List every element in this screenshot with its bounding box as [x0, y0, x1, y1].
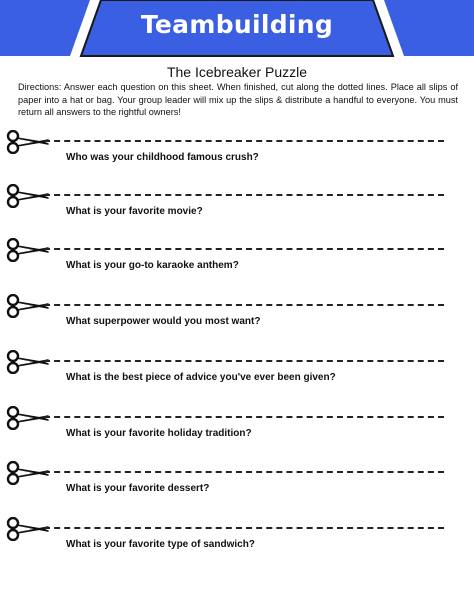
question-slip — [0, 130, 474, 170]
question-text: What is your favorite dessert? — [66, 483, 210, 494]
question-text: What is your favorite type of sandwich? — [66, 539, 255, 550]
question-text: What is your favorite movie? — [66, 206, 203, 217]
scissors-icon — [4, 461, 50, 485]
question-slip — [0, 517, 474, 557]
page-title: Teambuilding — [140, 10, 334, 39]
question-slip — [0, 350, 474, 390]
dotted-cut-line — [44, 140, 444, 142]
scissors-icon — [4, 294, 50, 318]
scissors-icon — [4, 350, 50, 374]
dotted-cut-line — [44, 416, 444, 418]
dotted-cut-line — [44, 527, 444, 529]
dotted-cut-line — [44, 194, 444, 196]
scissors-icon — [4, 406, 50, 430]
dotted-cut-line — [44, 471, 444, 473]
scissors-icon — [4, 238, 50, 262]
directions-text: Directions: Answer each question on this sheet. When finished, cut along the dotted lines. Place all slips of paper into a hat or bag. Your group leader will mix up the slips & distribute a handful to everyone. You must return all answers to the rightful owners! — [18, 82, 458, 117]
question-slip — [0, 184, 474, 224]
question-slip — [0, 406, 474, 446]
question-text: What is your go-to karaoke anthem? — [66, 260, 239, 271]
puzzle-title: The Icebreaker Puzzle — [166, 64, 308, 80]
question-text: What superpower would you most want? — [66, 316, 261, 327]
question-text: What is your favorite holiday tradition? — [66, 428, 252, 439]
dotted-cut-line — [44, 248, 444, 250]
question-slip — [0, 294, 474, 334]
question-text: Who was your childhood famous crush? — [66, 152, 259, 163]
scissors-icon — [4, 517, 50, 541]
question-slip — [0, 461, 474, 501]
dotted-cut-line — [44, 304, 444, 306]
question-text: What is the best piece of advice you've ever been given? — [66, 372, 336, 383]
question-slip — [0, 238, 474, 278]
dotted-cut-line — [44, 360, 444, 362]
scissors-icon — [4, 184, 50, 208]
scissors-icon — [4, 130, 50, 154]
header-banner — [0, 0, 474, 62]
